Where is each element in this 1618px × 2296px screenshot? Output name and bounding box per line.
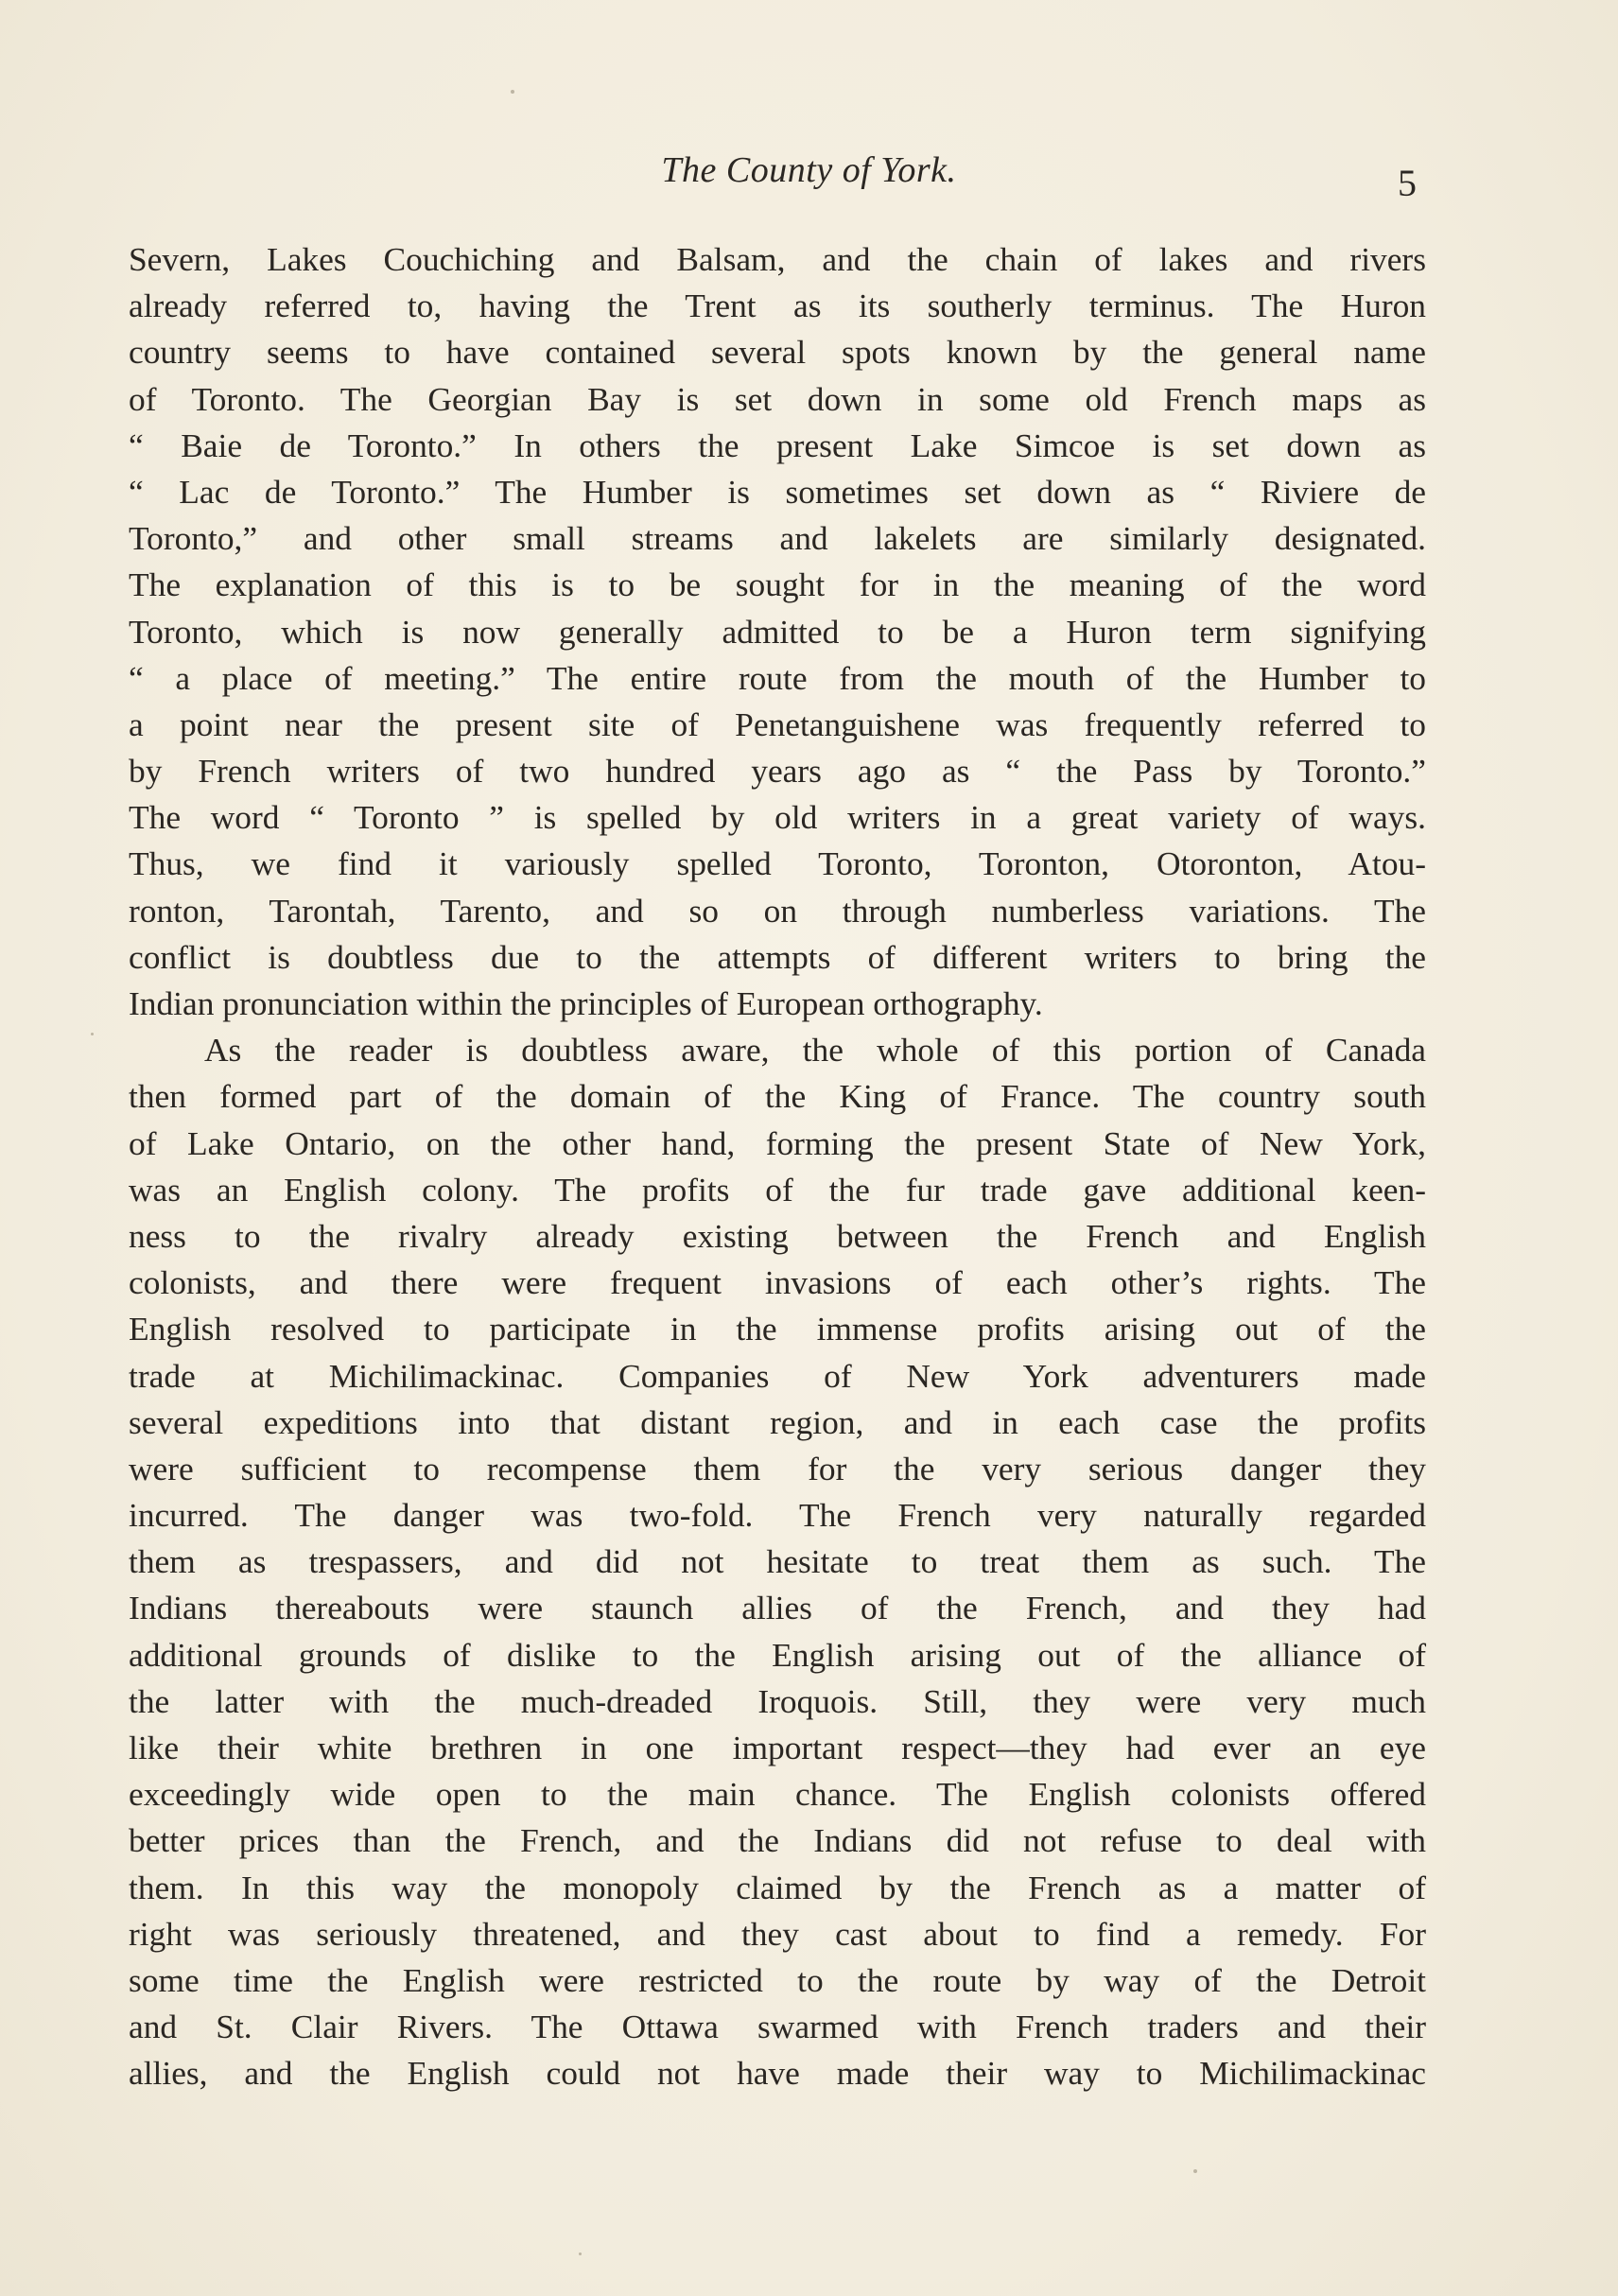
text-line: Indians thereabouts were staunch allies of the French, and they had	[129, 1589, 1426, 1627]
text-line: “ a place of meeting.” The entire route from the mouth of the Humber to	[129, 658, 1426, 697]
text-line: additional grounds of dislike to the English arising out of the alliance of	[129, 1635, 1426, 1674]
text-line: “ Baie de Toronto.” In others the present Lake Simcoe is set down as	[129, 426, 1426, 464]
text-line: better prices than the French, and the Indians did not refuse to deal with	[129, 1821, 1426, 1860]
text-line: trade at Michilimackinac. Companies of New York adventurers made	[129, 1356, 1426, 1395]
paper-speck	[91, 1033, 94, 1035]
running-head	[0, 149, 1618, 206]
body-text	[129, 236, 1426, 2097]
text-line: Toronto,” and other small streams and lakelets are similarly designated.	[129, 519, 1426, 558]
text-line: incurred. The danger was two-fold. The French very naturally regarded	[129, 1496, 1426, 1535]
text-line: Indian pronunciation within the principles of European orthography.	[129, 984, 1043, 1022]
paper-speck	[1193, 2169, 1197, 2173]
page-number: 5	[1398, 162, 1417, 204]
text-line: of Toronto. The Georgian Bay is set down in some old French maps as	[129, 379, 1426, 418]
text-line: of Lake Ontario, on the other hand, forming the present State of New York,	[129, 1123, 1426, 1162]
text-line: English resolved to participate in the immense profits arising out of the	[129, 1310, 1426, 1348]
text-line: Severn, Lakes Couchiching and Balsam, and the chain of lakes and rivers	[129, 240, 1426, 278]
text-line: The explanation of this is to be sought for in the meaning of the word	[129, 565, 1426, 604]
text-line: ness to the rivalry already existing between the French and English	[129, 1216, 1426, 1255]
text-line: right was seriously threatened, and they cast about to find a remedy. For	[129, 1914, 1426, 1953]
text-line: a point near the present site of Penetanguishene was frequently referred to	[129, 704, 1426, 743]
text-line: allies, and the English could not have made their way to Michilimackinac	[129, 2054, 1426, 2093]
text-line: The word “ Toronto ” is spelled by old writers in a great variety of ways.	[129, 798, 1426, 837]
paper-speck	[579, 2253, 582, 2255]
text-line: then formed part of the domain of the King of France. The country south	[129, 1077, 1426, 1116]
text-line: them. In this way the monopoly claimed by the French as a matter of	[129, 1868, 1426, 1906]
text-line: ronton, Tarontah, Tarento, and so on through numberless variations. The	[129, 891, 1426, 930]
text-line: and St. Clair Rivers. The Ottawa swarmed with French traders and their	[129, 2008, 1426, 2046]
paragraph	[129, 236, 1426, 1027]
text-line: several expeditions into that distant region, and in each case the profits	[129, 1402, 1426, 1441]
paper-speck	[511, 90, 514, 94]
text-line: “ Lac de Toronto.” The Humber is sometimes set down as “ Riviere de	[129, 472, 1426, 511]
text-line: Thus, we find it variously spelled Toronto, Toronton, Otoronton, Atou-	[129, 844, 1426, 883]
text-line: was an English colony. The profits of the fur trade gave additional keen-	[129, 1170, 1426, 1209]
text-line: As the reader is doubtless aware, the whole of this portion of Canada	[204, 1031, 1426, 1070]
text-line: country seems to have contained several spots known by the general name	[129, 333, 1426, 372]
text-line: conflict is doubtless due to the attempts of different writers to bring the	[129, 937, 1426, 976]
text-line: them as trespassers, and did not hesitate to treat them as such. The	[129, 1542, 1426, 1581]
text-line: already referred to, having the Trent as its southerly terminus. The Huron	[129, 287, 1426, 325]
text-line: Toronto, which is now generally admitted to be a Huron term signifying	[129, 612, 1426, 651]
text-line: like their white brethren in one important respect—they had ever an eye	[129, 1729, 1426, 1766]
text-line: some time the English were restricted to the route by way of the Detroit	[129, 1960, 1426, 1999]
text-line: colonists, and there were frequent invasions of each other’s rights. The	[129, 1263, 1426, 1302]
text-line: the latter with the much-dreaded Iroquois. Still, they were very much	[129, 1681, 1426, 1720]
running-title: The County of York.	[661, 150, 957, 190]
paragraph	[129, 1027, 1426, 2096]
text-line: by French writers of two hundred years ago as “ the Pass by Toronto.”	[129, 752, 1426, 791]
text-line: exceedingly wide open to the main chance. The English colonists offered	[129, 1775, 1426, 1814]
text-line: were sufficient to recompense them for the very serious danger they	[129, 1449, 1426, 1487]
